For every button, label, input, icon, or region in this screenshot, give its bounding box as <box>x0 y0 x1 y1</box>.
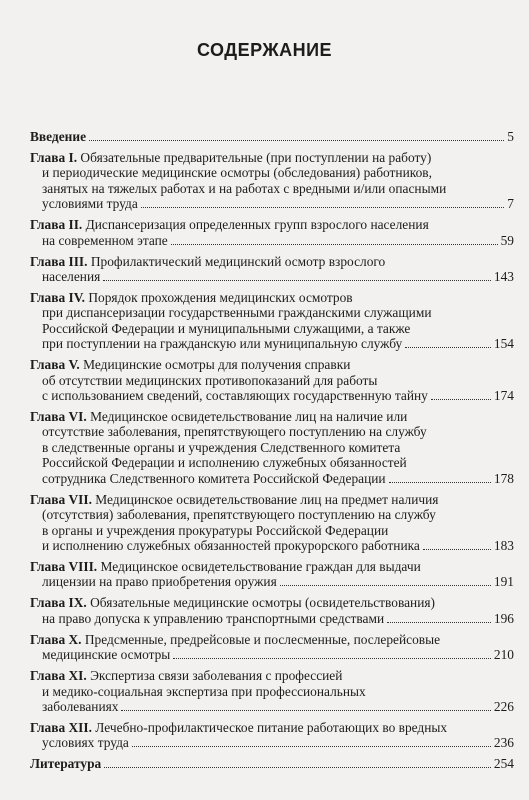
page-number: 154 <box>493 336 514 352</box>
entry-label: Глава II. <box>30 217 83 233</box>
page-number: 178 <box>493 470 514 486</box>
entry-text: медицинские осмотры <box>42 647 171 663</box>
entry-line <box>30 305 514 320</box>
dot-leader <box>423 549 491 550</box>
entry-text: отсутствие заболевания, препятствующего поступлению на службу <box>42 424 427 440</box>
toc-entry <box>30 357 514 403</box>
entry-text: Обязательные медицинские осмотры (освидетельствования) <box>90 595 435 611</box>
page-number: 254 <box>493 756 514 772</box>
entry-line <box>30 574 514 589</box>
entry-text: при поступлении на гражданскую или муниципальную службу <box>42 336 403 352</box>
dot-leader <box>431 399 491 400</box>
toc-entry <box>30 150 514 212</box>
entry-line <box>30 388 514 403</box>
entry-label: Глава XI. <box>30 668 87 684</box>
entry-line <box>30 290 514 305</box>
entry-text: Предсменные, предрейсовые и послесменные, послерейсовые <box>84 631 441 647</box>
page-number: 59 <box>500 232 514 248</box>
entry-text: с использованием сведений, составляющих государственную тайну <box>42 388 428 404</box>
entry-line <box>30 492 514 507</box>
toc-entry <box>30 756 514 771</box>
entry-text: Российской Федерации и исполнению служебных обязанностей <box>42 455 407 471</box>
entry-line <box>30 196 514 211</box>
entry-label: Глава I. <box>30 150 78 165</box>
entry-text: лицензии на право приобретения оружия <box>42 574 277 590</box>
page-number: 174 <box>493 388 514 404</box>
entry-line <box>30 684 514 699</box>
entry-line <box>30 735 514 750</box>
entry-line <box>30 217 514 232</box>
entry-label: Глава VI. <box>30 409 87 425</box>
entry-line <box>30 424 514 439</box>
entry-line <box>30 357 514 372</box>
toc-entry <box>30 668 514 714</box>
dot-leader <box>171 244 498 245</box>
entry-label: Глава X. <box>30 631 82 647</box>
dot-leader <box>103 280 491 281</box>
entry-line <box>30 668 514 683</box>
entry-line <box>30 471 514 486</box>
entry-text: населения <box>42 269 101 285</box>
entry-text: и периодические медицинские осмотры (обследования) работников, <box>42 165 432 181</box>
entry-text: занятых на тяжелых работах и на работах с вредными и/или опасными <box>42 180 447 196</box>
entry-line <box>30 699 514 714</box>
entry-text: Российской Федерации и муниципальными служащими, а также <box>42 320 411 336</box>
dot-leader <box>387 622 491 623</box>
entry-line <box>30 455 514 470</box>
entry-text: и исполнению служебных обязанностей прокурорского работника <box>42 537 420 553</box>
entry-line <box>30 507 514 522</box>
dot-leader <box>89 140 504 141</box>
entry-line <box>30 254 514 269</box>
table-of-contents <box>30 129 514 777</box>
entry-label: Глава V. <box>30 357 80 373</box>
dot-leader <box>121 710 490 711</box>
toc-entry <box>30 217 514 248</box>
toc-entry <box>30 720 514 751</box>
page-number: 236 <box>493 735 514 751</box>
entry-label: Введение <box>30 129 87 144</box>
entry-text: условиями труда <box>42 196 138 212</box>
entry-line <box>30 129 514 144</box>
entry-line <box>30 440 514 455</box>
entry-text: заболеваниях <box>42 698 119 714</box>
entry-line <box>30 373 514 388</box>
page-number: 143 <box>493 269 514 285</box>
page-number: 5 <box>507 129 514 144</box>
entry-label: Глава VII. <box>30 491 92 507</box>
dot-leader <box>389 482 491 483</box>
dot-leader <box>405 347 491 348</box>
entry-line <box>30 559 514 574</box>
entry-line <box>30 269 514 284</box>
entry-text: на право допуска к управлению транспортными средствами <box>42 610 385 626</box>
entry-text: Экспертиза связи заболевания с профессией <box>90 668 343 684</box>
entry-line <box>30 595 514 610</box>
entry-label: Глава XII. <box>30 719 92 735</box>
toc-entry <box>30 129 514 144</box>
page-number: 183 <box>493 537 514 553</box>
entry-line <box>30 181 514 196</box>
page-number: 7 <box>507 196 514 212</box>
entry-line <box>30 756 514 771</box>
entry-text: Профилактический медицинский осмотр взрослого <box>90 253 386 269</box>
entry-text: и медико-социальная экспертиза при профессиональных <box>42 683 366 699</box>
entry-line <box>30 409 514 424</box>
dot-leader <box>141 207 505 208</box>
entry-label: Литература <box>30 756 102 772</box>
entry-text: Диспансеризация определенных групп взрослого населения <box>85 217 429 233</box>
entry-label: Глава IX. <box>30 595 87 611</box>
entry-text: Медицинские осмотры для получения справки <box>83 357 351 373</box>
toc-entry <box>30 492 514 554</box>
page-number: 226 <box>493 698 514 714</box>
toc-entry <box>30 595 514 626</box>
entry-line <box>30 336 514 351</box>
page-number: 191 <box>493 574 514 590</box>
page-number: 210 <box>493 647 514 663</box>
entry-text: при диспансеризации государственными гражданскими служащими <box>42 305 432 321</box>
entry-text: в следственные органы и учреждения Следственного комитета <box>42 439 401 455</box>
entry-text: условиях труда <box>42 735 129 751</box>
dot-leader <box>132 746 491 747</box>
page-title: СОДЕРЖАНИЕ <box>196 40 333 60</box>
page-number: 196 <box>493 610 514 626</box>
entry-text: в органы и учреждения прокуратуры Российской Федерации <box>42 522 389 538</box>
entry-line <box>30 165 514 180</box>
toc-entry <box>30 632 514 663</box>
entry-label: Глава VIII. <box>30 558 98 574</box>
entry-text: об отсутствии медицинских противопоказаний для работы <box>42 372 378 388</box>
dot-leader <box>173 658 491 659</box>
entry-label: Глава III. <box>30 253 88 269</box>
entry-line <box>30 233 514 248</box>
toc-entry <box>30 559 514 590</box>
entry-text: Обязательные предварительные (при поступлении на работу) <box>80 150 432 165</box>
entry-line <box>30 632 514 647</box>
entry-line <box>30 523 514 538</box>
toc-entry <box>30 290 514 352</box>
entry-line <box>30 720 514 735</box>
entry-text: на современном этапе <box>42 232 168 248</box>
dot-leader <box>280 585 491 586</box>
toc-entry <box>30 254 514 285</box>
entry-line <box>30 647 514 662</box>
entry-label: Глава IV. <box>30 290 85 306</box>
entry-text: Медицинское освидетельствование лиц на наличие или <box>90 409 408 425</box>
entry-line <box>30 611 514 626</box>
entry-text: Медицинское освидетельствование лиц на предмет наличия <box>95 491 439 507</box>
toc-entry <box>30 409 514 486</box>
entry-text: (отсутствия) заболевания, препятствующего поступлению на службу <box>42 507 436 523</box>
entry-text: Лечебно-профилактическое питание работающих во вредных <box>95 719 448 735</box>
entry-text: сотрудника Следственного комитета Российской Федерации <box>42 470 386 486</box>
dot-leader <box>104 767 491 768</box>
entry-text: Медицинское освидетельствование граждан для выдачи <box>100 558 421 574</box>
entry-line <box>30 321 514 336</box>
entry-line <box>30 538 514 553</box>
entry-line <box>30 150 514 165</box>
entry-text: Порядок прохождения медицинских осмотров <box>88 290 353 306</box>
